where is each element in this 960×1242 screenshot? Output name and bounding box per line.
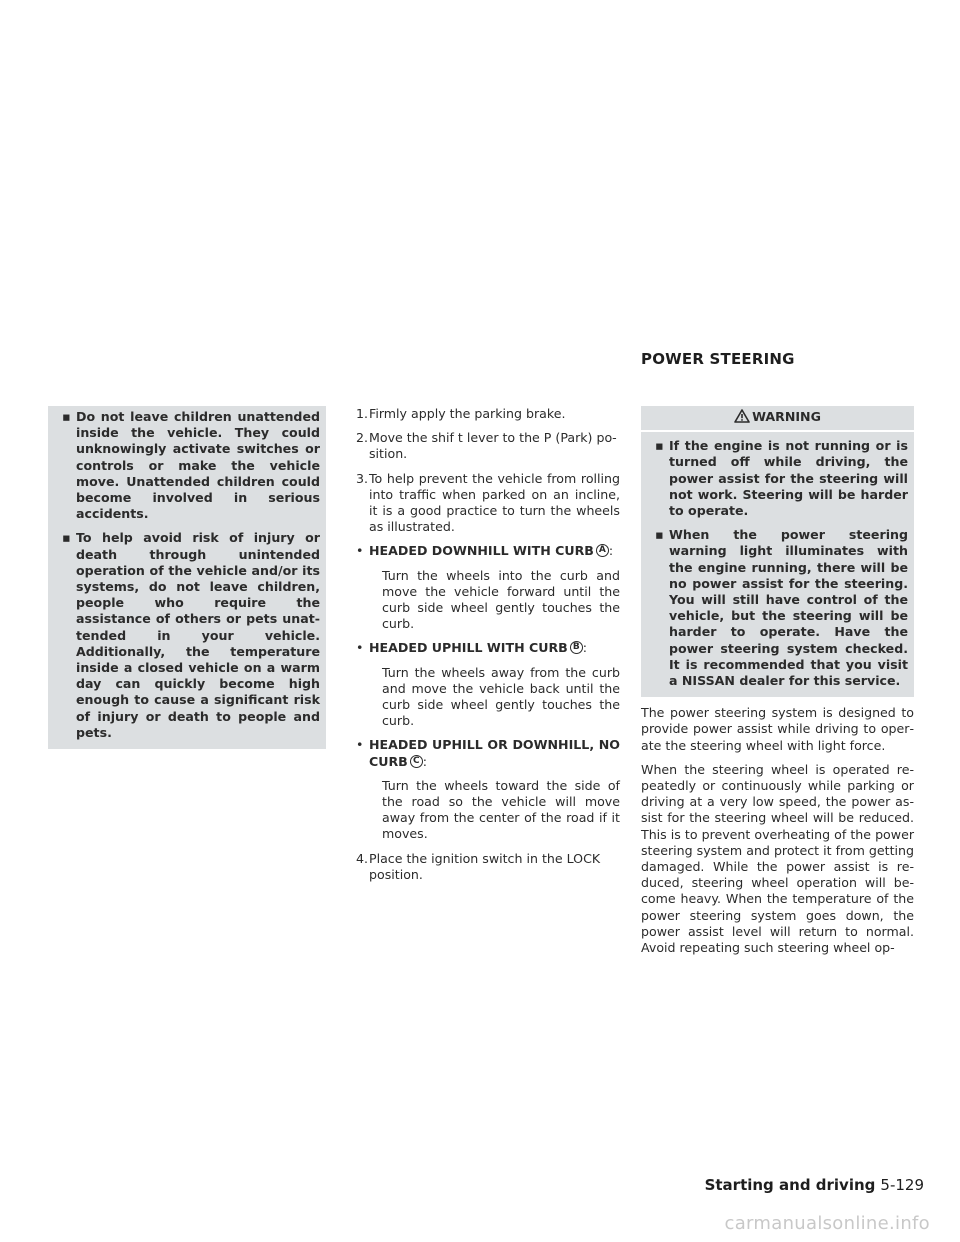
step-number: 1. — [356, 406, 369, 421]
left-column — [48, 406, 326, 749]
step-3 — [356, 471, 620, 536]
step-number: 2. — [356, 430, 369, 446]
caution-item — [54, 409, 320, 522]
caution-item-text: Do not leave children unattended inside the vehicle. They could unknowingly activate switches or controls or make the vehicle move. Unattended children could become involved in serious accidents. — [76, 409, 320, 522]
step-number: 3. — [356, 470, 369, 486]
bullet-icon: ▪ — [655, 527, 664, 543]
step-text: Firmly apply the parking brake. — [369, 406, 566, 421]
circle-marker-b-icon: B — [570, 641, 583, 654]
substep-title: HEADED UPHILL WITH CURB — [369, 640, 568, 656]
page-number: 5-129 — [880, 1176, 924, 1194]
warning-label: WARNING — [752, 409, 821, 424]
step-1 — [356, 406, 620, 422]
warning-box — [641, 406, 914, 697]
page-footer — [705, 1176, 924, 1194]
caution-item-text: To help avoid risk of injury or death through unintended operation of the vehicle and/or its systems, do not leave children, people who require the assistance of others or pets unattended in your vehicle. Additionally, the temperature inside a closed vehicle on a warm day can quickly become high enough to cause a significant risk of injury or death to people and pets. — [76, 530, 320, 740]
bullet-icon: ▪ — [62, 409, 71, 424]
substep-c-text: Turn the wheels toward the side of the road so the vehicle will move away from the center of the road if it moves. — [382, 777, 620, 842]
bullet-icon: • — [356, 543, 364, 559]
step-4 — [356, 851, 620, 883]
substep-title: HEADED DOWNHILL WITH CURB — [369, 543, 594, 559]
warning-item-text: When the power steering warning light illuminates with the engine running, there will be no power assist for the steering. You will still have control of the vehicle, but the steering will be harder to operate. Have the power steering system checked. It is recommended that you visit a NISSAN dealer for this service. — [669, 527, 908, 689]
step-2 — [356, 430, 620, 462]
circle-marker-c-icon: C — [410, 755, 423, 768]
child-safety-caution-box — [48, 406, 326, 749]
substep-c-heading: • HEADED UPHILL OR DOWNHILL, NO CURB C : — [356, 737, 620, 769]
bullet-icon: • — [356, 640, 364, 656]
bullet-icon: ▪ — [62, 530, 71, 546]
section-title: POWER STEERING — [641, 350, 795, 368]
caution-item — [54, 530, 320, 741]
warning-item — [647, 527, 908, 689]
substep-title: HEADED UPHILL OR DOWNHILL, NO CURB — [369, 737, 620, 769]
warning-item — [647, 438, 908, 519]
circle-marker-a-icon: A — [596, 544, 609, 557]
watermark: carmanualsonline.info — [724, 1213, 930, 1234]
body-paragraph: The power steering system is designed to provide power assist while driving to operate the steering wheel with light force. — [641, 705, 914, 753]
substep-a-heading: • HEADED DOWNHILL WITH CURB A : — [356, 543, 614, 559]
warning-header — [641, 406, 914, 432]
warning-item-text: If the engine is not running or is turned off while driving, the power assist for the steering will not work. Steering will be harder to operate. — [669, 438, 908, 519]
substep-a-text: Turn the wheels into the curb and move the vehicle forward until the curb side wheel gently touches the curb. — [382, 567, 620, 632]
middle-column — [356, 406, 620, 891]
footer-section-name: Starting and driving — [704, 1176, 876, 1194]
substep-b-heading: • HEADED UPHILL WITH CURB B : — [356, 640, 588, 656]
substep-b-text: Turn the wheels away from the curb and move the vehicle back until the curb side wheel gently touches the curb. — [382, 664, 620, 729]
bullet-icon: • — [356, 737, 364, 753]
step-text: To help prevent the vehicle from rolling into traffic when parked on an incline, it is a good practice to turn the wheels as illustrated. — [369, 470, 620, 535]
body-paragraph: When the steering wheel is operated repeatedly or continuously while parking or driving at a very low speed, the power assist for the steering wheel will be reduced. This is to prevent overheating of the power steering system and protect it from getting damaged. While the power assist is reduced, steering wheel operation will become heavy. When the temperature of the power steering system goes down, the power assist level will return to normal. Avoid repeating such steering wheel op- — [641, 761, 914, 956]
step-number: 4. — [356, 850, 369, 866]
step-text: Move the shif t lever to the P (Park) position. — [369, 430, 617, 462]
bullet-icon: ▪ — [655, 438, 664, 454]
step-text: Place the ignition switch in the LOCK position. — [369, 850, 601, 882]
warning-triangle-icon — [734, 409, 750, 423]
right-column — [641, 406, 914, 964]
